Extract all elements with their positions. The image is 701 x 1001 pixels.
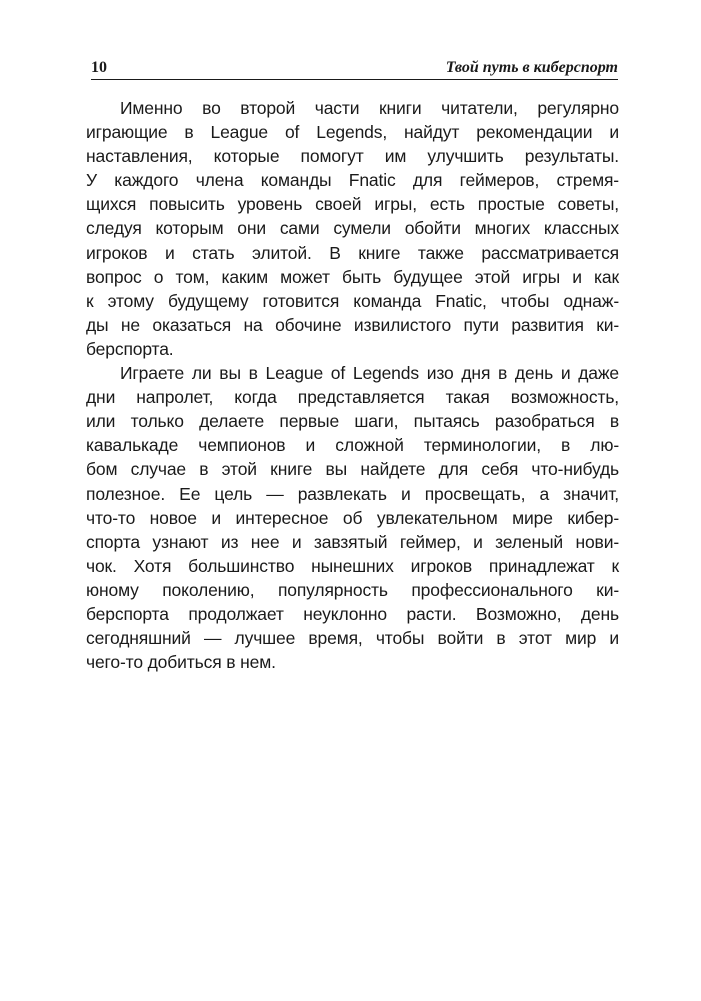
text-line: вопрос о том, каким может быть будущее этой игры и как bbox=[86, 266, 619, 287]
text-line: наставления, которые помогут им улучшить результаты. bbox=[86, 146, 619, 167]
text-line: спорта узнают из нее и завзятый геймер, и зеленый нови- bbox=[86, 531, 619, 552]
text-line: играющие в League of Legends, найдут рекомендации и bbox=[86, 122, 619, 143]
running-header bbox=[91, 56, 618, 80]
text-line: сегодняшний — лучшее время, чтобы войти в этот мир и bbox=[86, 628, 619, 649]
text-line: полезное. Ее цель — развлекать и просвещать, а значит, bbox=[86, 483, 619, 504]
text-line: Играете ли вы в League of Legends изо дня в день и даже bbox=[120, 363, 619, 384]
header-rule bbox=[91, 79, 618, 80]
paragraph-2 bbox=[86, 361, 619, 674]
text-line: что-то новое и интересное об увлекательном мире кибер- bbox=[86, 507, 619, 528]
text-line: к этому будущему готовится команда Fnatic, чтобы однаж- bbox=[86, 290, 619, 311]
page-number: 10 bbox=[91, 59, 107, 76]
text-line: или только делаете первые шаги, пытаясь разобраться в bbox=[86, 411, 619, 432]
text-line: чок. Хотя большинство нынешних игроков принадлежат к bbox=[86, 555, 619, 576]
running-title: Твой путь в киберспорт bbox=[445, 59, 618, 76]
text-line: чего-то добиться в нем. bbox=[86, 652, 276, 673]
text-line: Именно во второй части книги читатели, регулярно bbox=[120, 98, 619, 118]
text-line: дни напролет, когда представляется такая возможность, bbox=[86, 387, 619, 408]
text-line: кавалькаде чемпионов и сложной терминологии, в лю- bbox=[86, 435, 619, 456]
paragraph-1 bbox=[86, 96, 619, 361]
text-line: берспорта продолжает неуклонно расти. Возможно, день bbox=[86, 603, 619, 624]
body-text bbox=[86, 96, 619, 674]
text-line: юному поколению, популярность профессионального ки- bbox=[86, 579, 619, 600]
text-line: берспорта. bbox=[86, 338, 174, 359]
text-line: следуя которым они сами сумели обойти многих классных bbox=[86, 218, 619, 239]
text-line: ды не оказаться на обочине извилистого пути развития ки- bbox=[86, 314, 619, 335]
text-line: игроков и стать элитой. В книге также рассматривается bbox=[86, 242, 619, 263]
text-line: У каждого члена команды Fnatic для геймеров, стремя- bbox=[86, 170, 619, 191]
text-line: щихся повысить уровень своей игры, есть простые советы, bbox=[86, 194, 619, 215]
text-line: бом случае в этой книге вы найдете для себя что-нибудь bbox=[86, 459, 619, 480]
